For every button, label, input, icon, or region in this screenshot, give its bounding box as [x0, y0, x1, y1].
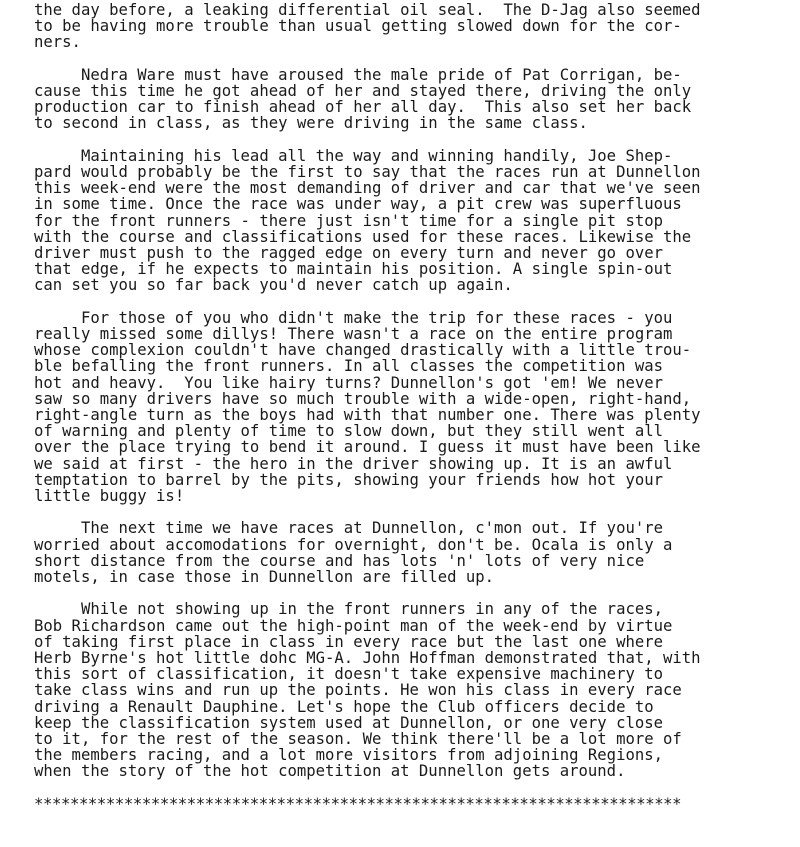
text-line: driver must push to the ragged edge on every turn and never go over [34, 244, 664, 263]
text-line: can set you so far back you'd never catch up again. [34, 276, 513, 295]
text-line: to be having more trouble than usual getting slowed down for the cor- [34, 17, 682, 36]
text-line: the day before, a leaking differential oil seal. The D-Jag also seemed [34, 1, 701, 19]
text-line: temptation to barrel by the pits, showing your friends how hot your [34, 470, 664, 489]
text-line: that edge, if he expects to maintain his position. A single spin-out [34, 260, 673, 279]
text-line: to it, for the rest of the season. We think there'll be a lot more of [34, 730, 682, 749]
text-line: Bob Richardson came out the high-point man of the week-end by virtue [34, 616, 673, 635]
paragraph-1 [34, 2, 794, 51]
text-line: really missed some dillys! There wasn't a race on the entire program [34, 325, 673, 344]
text-line: the members racing, and a lot more visitors from adjoining Regions, [34, 746, 664, 765]
text-line: motels, in case those in Dunnellon are filled up. [34, 568, 495, 587]
text-line: when the story of the hot competition at Dunnellon gets around. [34, 762, 626, 781]
text-line: Nedra Ware must have aroused the male pride of Pat Corrigan, be- [34, 65, 682, 84]
paragraph-5 [34, 520, 794, 585]
asterisk-separator: ************************************************************************ [34, 794, 682, 813]
typewritten-page [34, 2, 794, 812]
text-line: whose complexion couldn't have changed drastically with a little trou- [34, 341, 692, 360]
text-line: driving a Renault Dauphine. Let's hope the Club officers decide to [34, 697, 654, 716]
text-line: pard would probably be the first to say that the races run at Dunnellon [34, 163, 701, 181]
text-line: right-angle turn as the boys had with that number one. There was plenty [34, 406, 701, 425]
text-line: production car to finish ahead of her all day. This also set her back [34, 98, 692, 117]
text-line: this week-end were the most demanding of driver and car that we've seen [34, 179, 701, 198]
text-line: of warning and plenty of time to slow down, but they still went all [34, 422, 664, 441]
text-line: little buggy is! [34, 487, 185, 506]
text-line: hot and heavy. You like hairy turns? Dunnellon's got 'em! We never [34, 373, 664, 392]
text-line: For those of you who didn't make the trip for these races - you [34, 308, 673, 327]
text-line: ners. [34, 33, 81, 52]
text-line: to second in class, as they were driving in the same class. [34, 114, 588, 133]
text-line: in some time. Once the race was under way, a pit crew was superfluous [34, 195, 682, 214]
paragraph-3 [34, 148, 794, 294]
text-line: over the place trying to bend it around. I guess it must have been like [34, 438, 701, 457]
text-line: of taking first place in class in every race but the last one where [34, 632, 664, 651]
text-line: Maintaining his lead all the way and winning handily, Joe Shep- [34, 146, 673, 165]
paragraph-6 [34, 601, 794, 779]
text-line: for the front runners - there just isn't time for a single pit stop [34, 211, 664, 230]
text-line: we said at first - the hero in the driver showing up. It is an awful [34, 454, 673, 473]
text-line: short distance from the course and has lots 'n' lots of very nice [34, 551, 645, 570]
paragraph-2 [34, 67, 794, 132]
text-line: this sort of classification, it doesn't take expensive machinery to [34, 665, 664, 684]
text-line: cause this time he got ahead of her and stayed there, driving the only [34, 82, 692, 100]
text-line: Herb Byrne's hot little dohc MG-A. John Hoffman demonstrated that, with [34, 649, 701, 668]
paragraph-4 [34, 310, 794, 504]
text-line: take class wins and run up the points. He won his class in every race [34, 681, 682, 700]
text-line: The next time we have races at Dunnellon, c'mon out. If you're [34, 519, 664, 538]
text-line: saw so many drivers have so much trouble with a wide-open, right-hand, [34, 389, 692, 408]
text-line: While not showing up in the front runners in any of the races, [34, 600, 664, 619]
text-line: worried about accomodations for overnight, don't be. Ocala is only a [34, 535, 673, 554]
text-line: with the course and classifications used for these races. Likewise the [34, 227, 692, 246]
text-line: keep the classification system used at Dunnellon, or one very close [34, 713, 664, 732]
text-line: ble befalling the front runners. In all classes the competition was [34, 357, 664, 376]
